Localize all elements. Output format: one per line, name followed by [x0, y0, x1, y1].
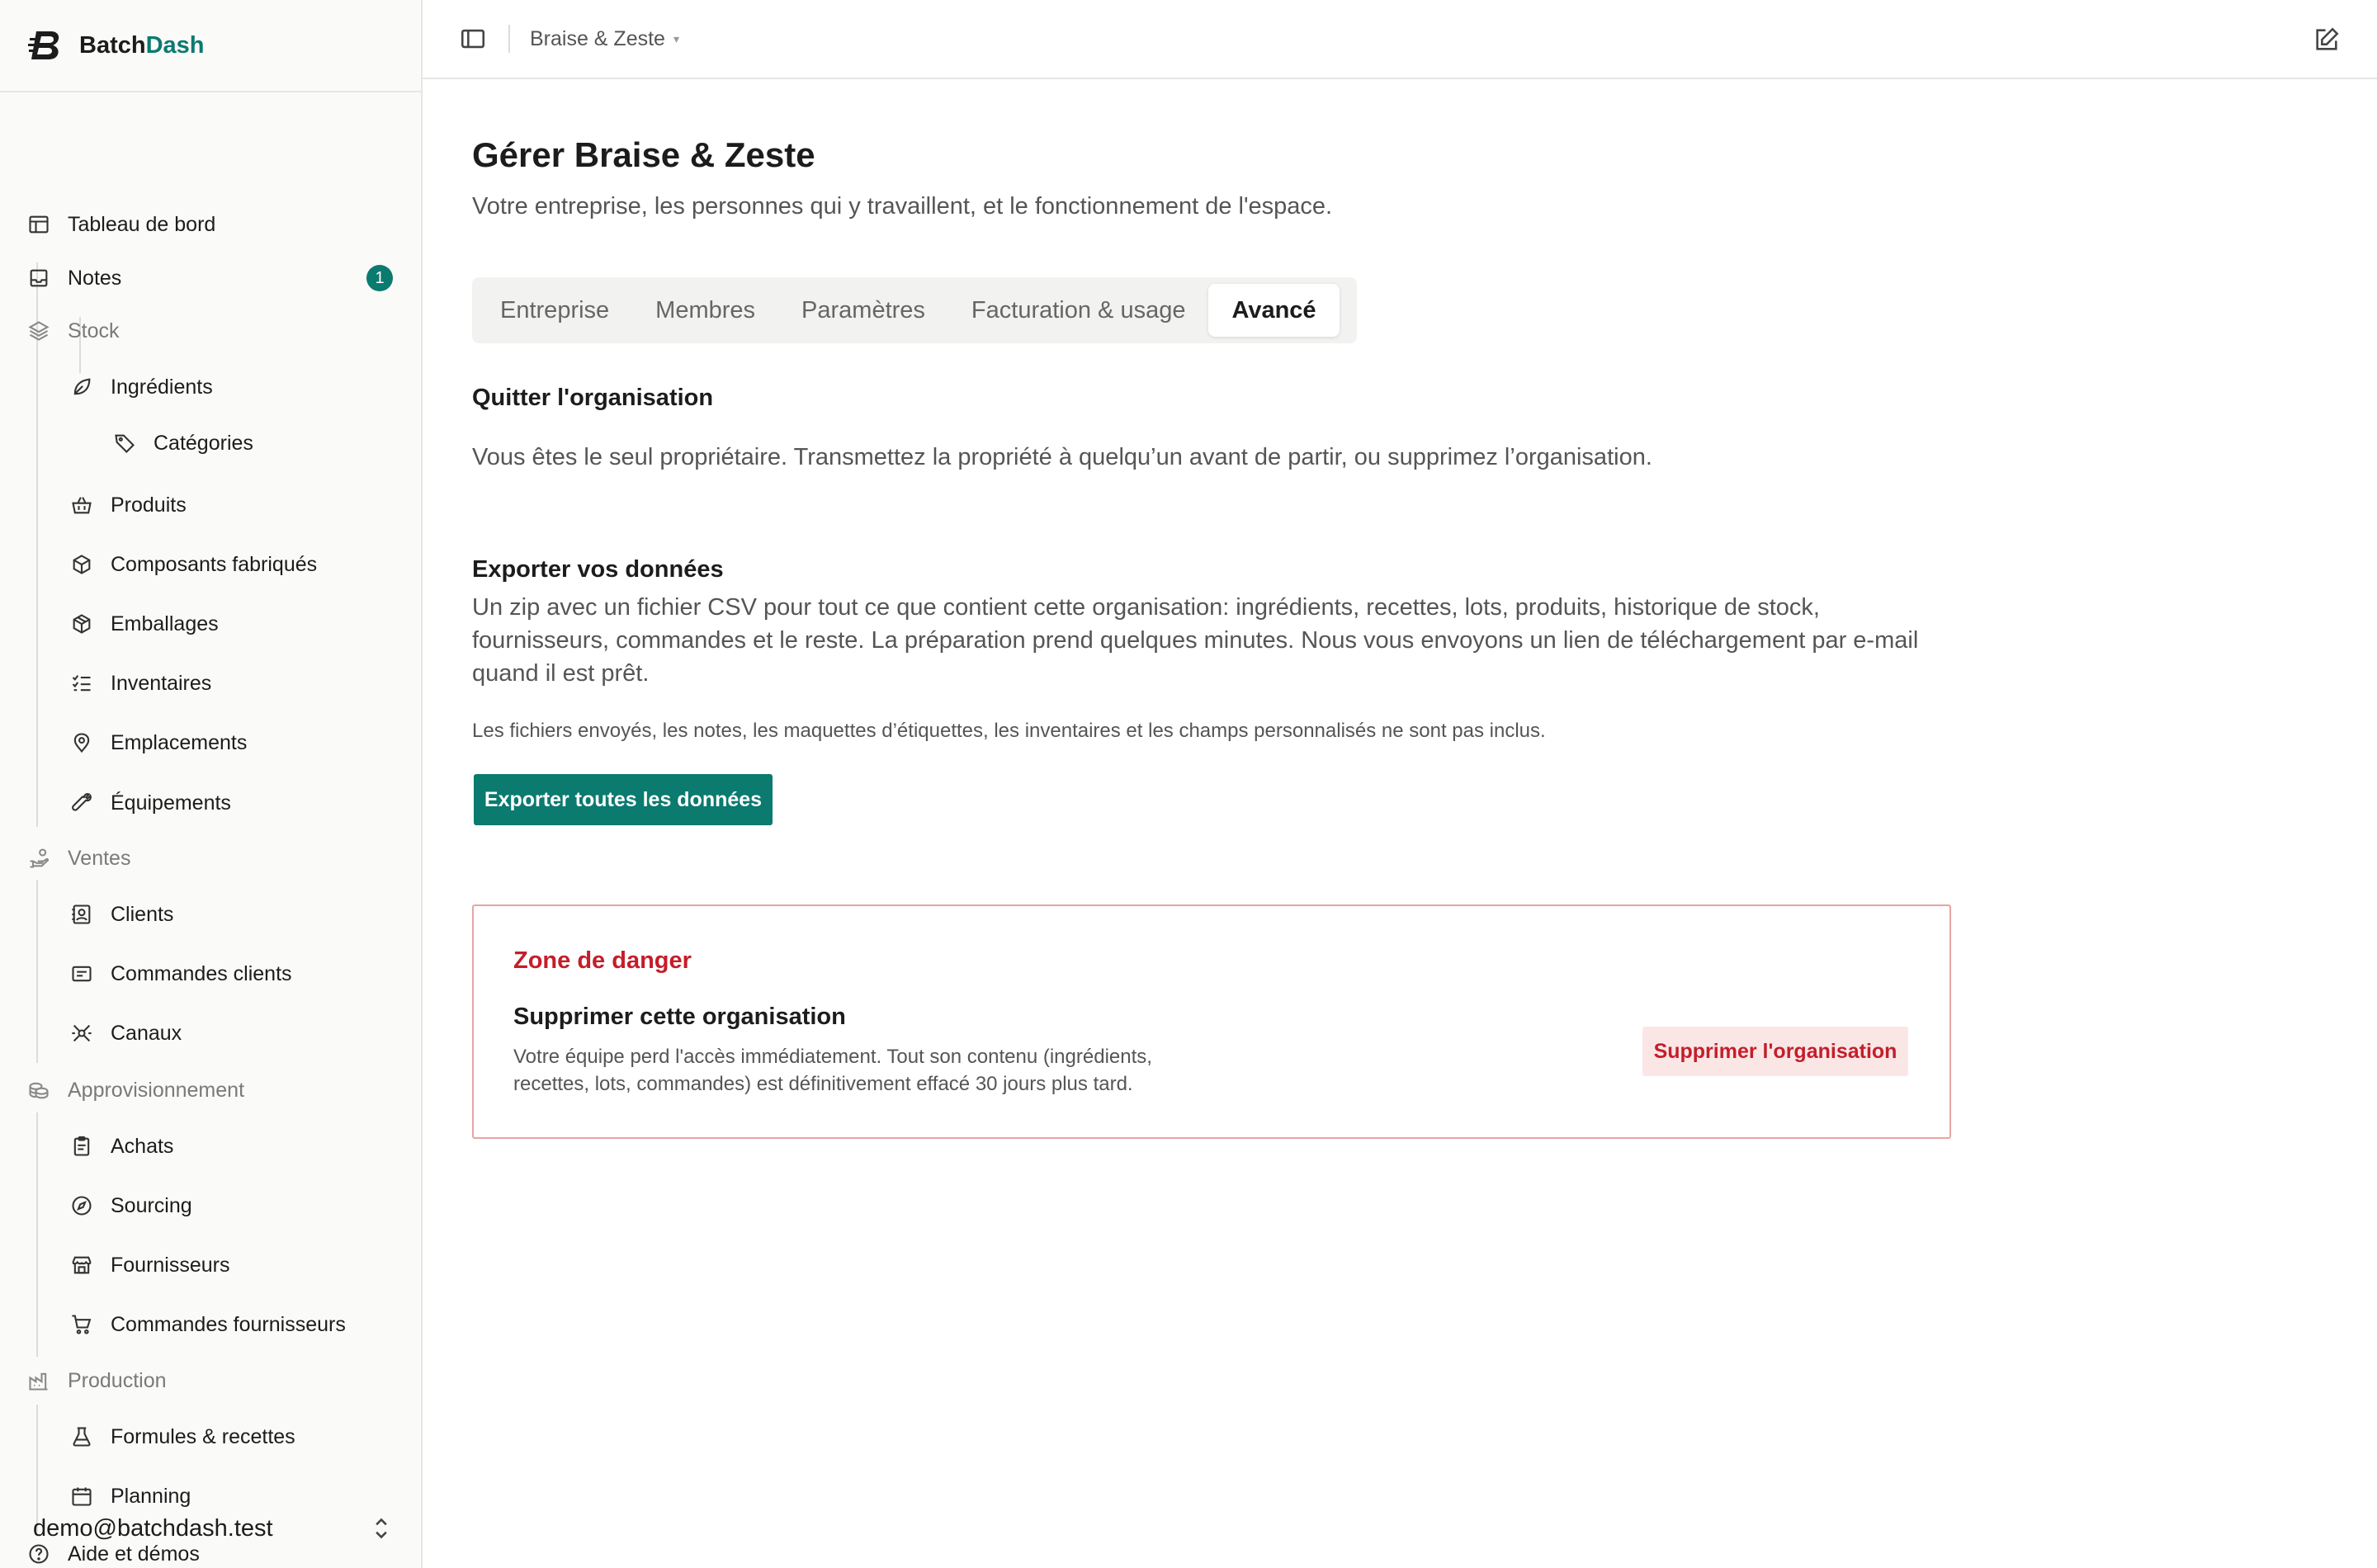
- sidebar-item-label: Clients: [111, 902, 174, 926]
- sidebar-item-label: Tableau de bord: [68, 212, 216, 236]
- sidebar-item-label: Canaux: [111, 1021, 182, 1045]
- sidebar-item-label: Emballages: [111, 612, 219, 635]
- flask-icon: [69, 1424, 94, 1449]
- box-icon: [69, 552, 94, 577]
- export-all-data-button[interactable]: Exporter toutes les données: [474, 774, 773, 825]
- sidebar-item-label: Commandes clients: [111, 961, 292, 985]
- sidebar-item-label: Produits: [111, 493, 187, 517]
- sidebar-item-label: Planning: [111, 1484, 191, 1508]
- sidebar-item-label: Ingrédients: [111, 375, 213, 399]
- edit-icon[interactable]: [2313, 26, 2341, 54]
- danger-zone-title: Zone de danger: [513, 947, 692, 974]
- satellite-icon: [69, 1021, 94, 1046]
- sidebar-item-categories[interactable]: [0, 420, 421, 466]
- delete-org-description: Votre équipe perd l'accès immédiatement. Tout son contenu (ingrédients, recettes, lots, commandes) est définitivement effacé 30 jours plus tard.: [513, 1046, 1152, 1095]
- sidebar-item-notes[interactable]: [0, 255, 421, 301]
- sidebar-item-label: Commandes fournisseurs: [111, 1312, 346, 1336]
- cart-icon: [69, 1312, 94, 1337]
- page-subtitle: Votre entreprise, les personnes qui y travaillent, et le fonctionnement de l'espace.: [472, 193, 1333, 220]
- sidebar-item-label: Catégories: [154, 431, 253, 455]
- tag-icon: [112, 431, 137, 456]
- export-text: Un zip avec un fichier CSV pour tout ce que contient cette organisation: ingrédients, recettes, lots, produits, historique de stock, fournisseurs, commandes et le reste. La préparation prend quelques minutes. Nous vous envoyons un lien de téléchargement par e-mail quand il est prêt.: [472, 594, 1919, 687]
- sidebar-item-label: Formules & recettes: [111, 1424, 295, 1448]
- leave-org-text: Vous êtes le seul propriétaire. Transmettez la propriété à quelqu’un avant de partir, ou supprimez l’organisation.: [472, 444, 1652, 470]
- sidebar-item-produits[interactable]: [0, 482, 421, 528]
- sidebar-item-commandes-fournisseurs[interactable]: [0, 1301, 421, 1348]
- receipt-icon: [69, 961, 94, 986]
- sidebar-item-canaux[interactable]: [0, 1010, 421, 1056]
- delete-org-heading: Supprimer cette organisation: [513, 1004, 846, 1030]
- sidebar-item-tableau-de-bord[interactable]: [0, 201, 421, 248]
- sidebar-item-equipements[interactable]: [0, 780, 421, 826]
- sidebar-item-inventaires[interactable]: [0, 660, 421, 706]
- settings-tabs: [472, 277, 1357, 343]
- tab-entreprise[interactable]: Entreprise: [500, 296, 610, 324]
- sidebar-item-label: Emplacements: [111, 730, 248, 754]
- brand[interactable]: [0, 0, 421, 92]
- sidebar-item-clients[interactable]: [0, 891, 421, 937]
- sidebar-item-label: Composants fabriqués: [111, 552, 318, 576]
- topbar: [423, 0, 2377, 79]
- store-icon: [69, 1253, 94, 1278]
- sidebar-item-emballages[interactable]: [0, 601, 421, 647]
- coins-icon: [26, 1078, 51, 1103]
- brand-name: BatchDash: [79, 31, 205, 59]
- sidebar-item-achats[interactable]: [0, 1123, 421, 1169]
- package-icon: [69, 612, 94, 636]
- wrench-icon: [69, 791, 94, 815]
- sidebar-item-ingredients[interactable]: [0, 364, 421, 410]
- user-email: demo@batchdash.test: [33, 1514, 273, 1542]
- sidebar-item-fournisseurs[interactable]: [0, 1242, 421, 1288]
- sidebar-item-label: Achats: [111, 1134, 174, 1158]
- tab-membres[interactable]: Membres: [655, 296, 756, 324]
- sidebar-item-label: Ventes: [68, 846, 131, 870]
- sidebar-toggle-icon[interactable]: [459, 25, 487, 53]
- sidebar-item-label: Aide et démos: [68, 1542, 200, 1566]
- notes-count-badge: 1: [366, 265, 393, 291]
- list-checks-icon: [69, 671, 94, 696]
- compass-icon: [69, 1193, 94, 1218]
- contact-icon: [69, 902, 94, 927]
- main-area: [423, 0, 2377, 1568]
- breadcrumb-organization[interactable]: Braise & Zeste: [530, 26, 665, 50]
- sidebar-item-commandes-clients[interactable]: [0, 951, 421, 997]
- leave-org-heading: Quitter l'organisation: [472, 385, 714, 411]
- sidebar-item-label: Production: [68, 1368, 167, 1392]
- clipboard-icon: [69, 1134, 94, 1159]
- batchdash-logo-icon: [28, 28, 63, 63]
- sidebar-item-label: Sourcing: [111, 1193, 192, 1217]
- sidebar-section-stock[interactable]: [0, 308, 421, 354]
- sidebar-item-label: Équipements: [111, 791, 231, 815]
- sidebar-item-label: Approvisionnement: [68, 1078, 245, 1102]
- leaf-icon: [69, 375, 94, 399]
- sidebar-item-emplacements[interactable]: [0, 720, 421, 766]
- sidebar-item-sourcing[interactable]: [0, 1183, 421, 1229]
- sidebar-item-label: Fournisseurs: [111, 1253, 230, 1277]
- sidebar: [0, 0, 423, 1568]
- layers-icon: [26, 319, 51, 343]
- sidebar-section-approvisionnement[interactable]: [0, 1067, 421, 1113]
- factory-icon: [26, 1368, 51, 1393]
- breadcrumb-caret-icon[interactable]: ▾: [673, 31, 679, 45]
- sidebar-item-label: Notes: [68, 266, 122, 290]
- sidebar-section-ventes[interactable]: [0, 835, 421, 881]
- user-menu[interactable]: [0, 1502, 421, 1555]
- sidebar-item-composants-fabriques[interactable]: [0, 541, 421, 588]
- sidebar-section-production[interactable]: [0, 1358, 421, 1404]
- sidebar-item-formules-recettes[interactable]: [0, 1414, 421, 1460]
- basket-icon: [69, 493, 94, 517]
- export-note: Les fichiers envoyés, les notes, les maquettes d’étiquettes, les inventaires et les champs personnalisés ne sont pas inclus.: [472, 720, 1546, 742]
- tab-avance[interactable]: Avancé: [1208, 284, 1339, 337]
- tab-parametres[interactable]: Paramètres: [801, 296, 925, 324]
- tab-facturation-usage[interactable]: Facturation & usage: [971, 296, 1186, 324]
- sidebar-item-label: Stock: [68, 319, 120, 342]
- topbar-separator: [508, 25, 510, 53]
- inbox-icon: [26, 266, 51, 290]
- danger-zone: [472, 904, 1951, 1139]
- export-heading: Exporter vos données: [472, 556, 724, 583]
- hand-coins-icon: [26, 846, 51, 871]
- delete-organization-button[interactable]: Supprimer l'organisation: [1642, 1027, 1908, 1076]
- map-pin-icon: [69, 730, 94, 755]
- page-title: Gérer Braise & Zeste: [472, 135, 815, 174]
- chevrons-up-down-icon: [370, 1514, 393, 1542]
- sidebar-item-label: Inventaires: [111, 671, 212, 695]
- layout-icon: [26, 212, 51, 237]
